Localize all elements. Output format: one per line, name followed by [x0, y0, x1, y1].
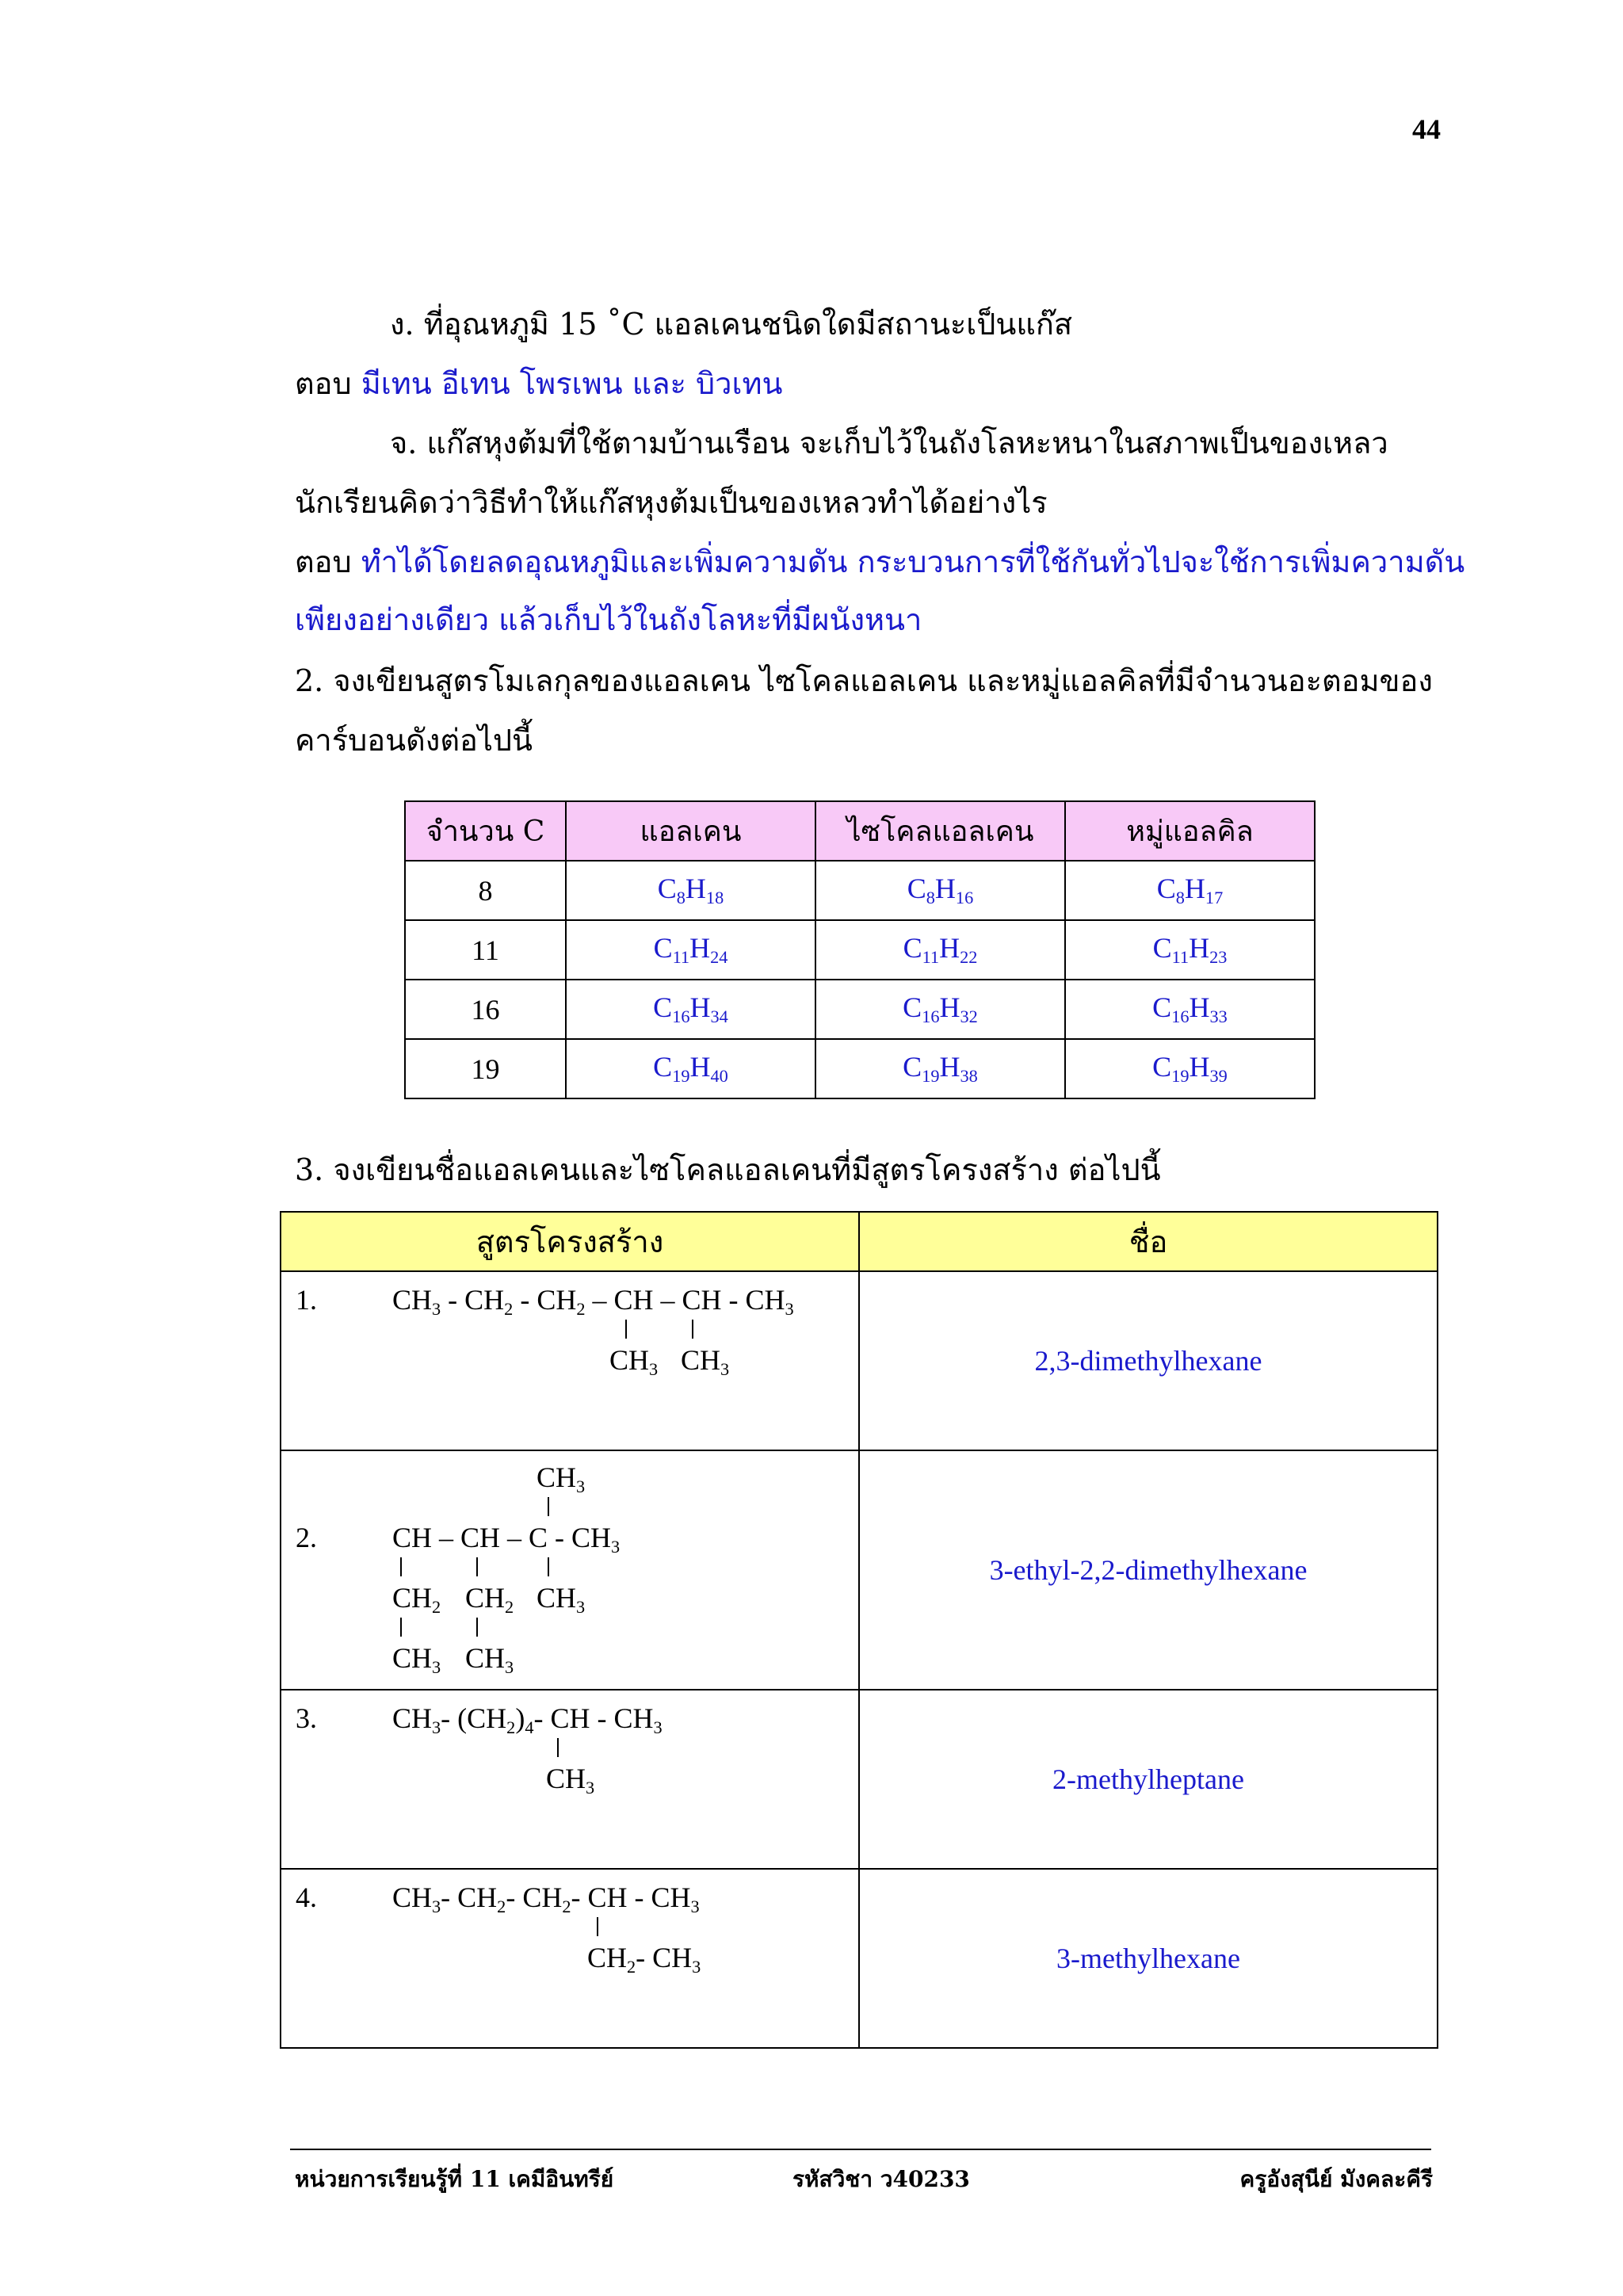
structure-cell-1: [281, 1271, 859, 1450]
question-3: 3. จงเขียนชื่อแอลเคนและไซโคลแอลเคนที่มีสูตรโครงสร้าง ต่อไปนี้: [295, 1152, 1161, 1187]
question-ng: ง. ที่อุณหภูมิ 15 ˚C แอลเคนชนิดใดมีสถานะเป็นแก๊ส: [390, 307, 1073, 342]
table-row: [405, 980, 1315, 1039]
bond-line: [557, 1738, 559, 1757]
header-carbon-count: จำนวน C: [405, 801, 566, 861]
table-row: [405, 861, 1315, 920]
structure-table-header: [281, 1212, 1438, 1271]
substituent: $CH_2$: [465, 1582, 514, 1618]
question-jo-line1: จ. แก๊สหุงต้มที่ใช้ตามบ้านเรือน จะเก็บไว้ในถังโลหะหนาในสภาพเป็นของเหลว: [390, 426, 1388, 460]
substituent: $CH_3$: [392, 1642, 441, 1678]
bond-line: [400, 1557, 402, 1576]
substituent: $CH_2-$ $CH_3$: [587, 1942, 701, 1977]
bond-line: [400, 1618, 402, 1637]
header-structure: สูตรโครงสร้าง: [281, 1212, 859, 1271]
bond-line: [548, 1557, 549, 1576]
answer-label: ตอบ: [295, 544, 352, 579]
question-jo-line2: นักเรียนคิดว่าวิธีทำให้แก๊สหุงต้มเป็นของเหลวทำได้อย่างไร: [295, 485, 1048, 520]
substituent: $CH_3$: [537, 1582, 586, 1618]
structure-formula: CH – CH – C - $CH_3$: [392, 1522, 621, 1557]
alkyl-formula: $C_8H_{17}$: [1065, 861, 1315, 920]
answer-text: มีเทน อีเทน โพรเพน และ บิวเทน: [361, 366, 783, 401]
table-row: [281, 1869, 1438, 2048]
footer-course-code: รหัสวิชา ว40233: [792, 2166, 970, 2192]
bond-line: [692, 1320, 693, 1339]
structure-cell-2: [281, 1450, 859, 1690]
footer-teacher: ครูอังสุนีย์ มังคละคีรี: [1239, 2166, 1433, 2192]
formula-table: [404, 800, 1316, 1099]
answer-jo-line2: เพียงอย่างเดียว แล้วเก็บไว้ในถังโลหะที่มีผนังหนา: [295, 602, 922, 637]
structure-cell-4: [281, 1869, 859, 2048]
question-2-line2: คาร์บอนดังต่อไปนี้: [295, 723, 533, 758]
footer-unit: หน่วยการเรียนรู้ที่ 11 เคมีอินทรีย์: [295, 2166, 614, 2192]
footer-divider: [290, 2149, 1431, 2150]
carbon-count-cell: 8: [405, 861, 566, 920]
alkyl-formula: $C_{16}H_{33}$: [1065, 980, 1315, 1039]
substituent: $CH_3$: [537, 1461, 586, 1497]
table-row: [405, 920, 1315, 980]
compound-name: 2,3-dimethylhexane: [859, 1271, 1438, 1450]
answer-jo-line1: [295, 543, 1465, 581]
cycloalkane-formula: $C_{11}H_{22}$: [815, 920, 1065, 980]
page-number: 44: [1412, 113, 1441, 145]
structure-cell-3: [281, 1690, 859, 1869]
bond-line: [597, 1917, 598, 1936]
header-name: ชื่อ: [859, 1212, 1438, 1271]
cycloalkane-formula: $C_{19}H_{38}$: [815, 1039, 1065, 1098]
alkane-formula: $C_{19}H_{40}$: [566, 1039, 815, 1098]
question-2-line1: 2. จงเขียนสูตรโมเลกุลของแอลเคน ไซโคลแอลเคน และหมู่แอลคิลที่มีจำนวนอะตอมของ: [295, 663, 1433, 698]
bond-line: [625, 1320, 627, 1339]
header-alkane: แอลเคน: [566, 801, 815, 861]
structure-formula: $CH_3-$ $CH_2-$ $CH_2-$ CH - $CH_3$: [392, 1881, 700, 1917]
answer-ng: [295, 365, 782, 403]
cycloalkane-formula: $C_8H_{16}$: [815, 861, 1065, 920]
row-number: 4.: [296, 1881, 317, 1913]
alkyl-formula: $C_{19}H_{39}$: [1065, 1039, 1315, 1098]
alkane-formula: $C_{16}H_{34}$: [566, 980, 815, 1039]
compound-name: 2-methylheptane: [859, 1690, 1438, 1869]
substituent: $CH_3$: [681, 1344, 730, 1380]
compound-name: 3-methylhexane: [859, 1869, 1438, 2048]
bond-line: [548, 1497, 549, 1516]
answer-label: ตอบ: [295, 366, 352, 401]
row-number: 3.: [296, 1702, 317, 1734]
row-number: 2.: [296, 1522, 317, 1553]
header-alkyl: หมู่แอลคิล: [1065, 801, 1315, 861]
structure-formula: $CH_3 - CH_2 - CH_2$ – CH – CH - $CH_3$: [392, 1284, 794, 1320]
alkane-formula: $C_{11}H_{24}$: [566, 920, 815, 980]
table-row: [405, 1039, 1315, 1098]
cycloalkane-formula: $C_{16}H_{32}$: [815, 980, 1065, 1039]
carbon-count-cell: 19: [405, 1039, 566, 1098]
structure-table: [280, 1211, 1438, 2049]
substituent: $CH_3$: [609, 1344, 659, 1380]
substituent: $CH_3$: [465, 1642, 514, 1678]
alkane-formula: $C_8H_{18}$: [566, 861, 815, 920]
bond-line: [476, 1618, 478, 1637]
bond-line: [476, 1557, 478, 1576]
row-number: 1.: [296, 1284, 317, 1316]
answer-text: ทำได้โดยลดอุณหภูมิและเพิ่มความดัน กระบวนการที่ใช้กันทั่วไปจะใช้การเพิ่มความดัน: [361, 544, 1465, 579]
compound-name: 3-ethyl-2,2-dimethylhexane: [859, 1450, 1438, 1690]
carbon-count-cell: 11: [405, 920, 566, 980]
carbon-count-cell: 16: [405, 980, 566, 1039]
header-cycloalkane: ไซโคลแอลเคน: [815, 801, 1065, 861]
substituent: $CH_3$: [546, 1763, 595, 1798]
substituent: $CH_2$: [392, 1582, 441, 1618]
alkyl-formula: $C_{11}H_{23}$: [1065, 920, 1315, 980]
structure-formula: $CH_3-$ $(CH_2)_4-$ CH - $CH_3$: [392, 1702, 663, 1738]
table-row: [281, 1690, 1438, 1869]
formula-table-header: [405, 801, 1315, 861]
table-row: [281, 1271, 1438, 1450]
table-row: [281, 1450, 1438, 1690]
